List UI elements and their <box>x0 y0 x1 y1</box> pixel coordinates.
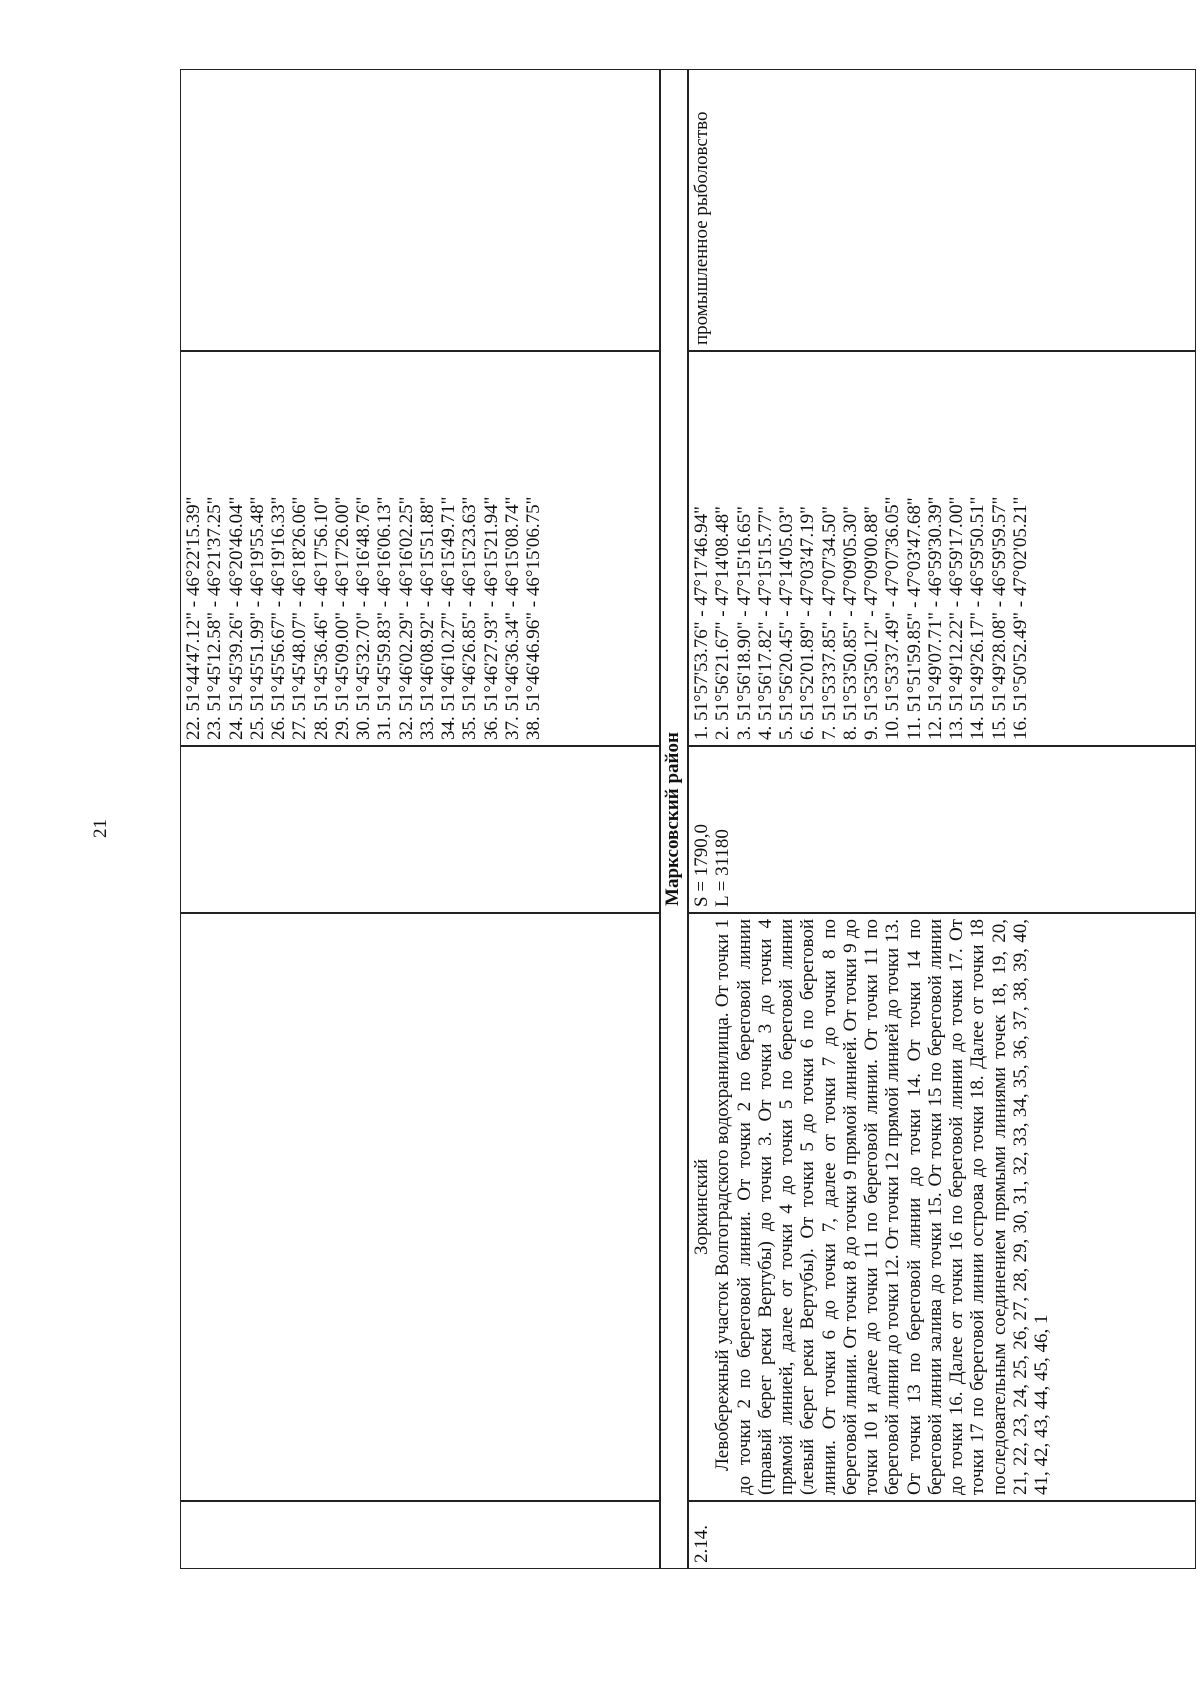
fishing-areas-table <box>180 69 1180 1569</box>
area-name: Зоркинский <box>691 1158 712 1256</box>
area-value: S = 1790,0 <box>691 823 712 907</box>
cell-number-empty <box>180 1501 660 1569</box>
coordinate-point: 14. 51°49'26.17" - 46°59'50.51" <box>967 496 989 740</box>
row-number: 2.14. <box>688 1501 1196 1569</box>
coordinate-point: 31. 51°45'59.83" - 46°16'06.13" <box>374 496 396 740</box>
coordinate-point: 11. 51°51'59.85" - 47°03'47.68" <box>903 497 925 740</box>
coordinate-point: 34. 51°46'10.27" - 46°15'49.71" <box>438 496 460 740</box>
coordinate-point: 12. 51°49'07.71" - 46°59'30.39" <box>924 496 946 740</box>
coordinate-point: 30. 51°45'32.70" - 46°16'48.76" <box>353 496 375 740</box>
coordinate-point: 6. 51°52'01.89" - 47°03'47.19" <box>797 506 819 740</box>
cell-description-empty <box>180 913 660 1501</box>
coordinate-point: 13. 51°49'12.22" - 46°59'17.00" <box>946 496 968 740</box>
coordinate-point: 15. 51°49'28.08" - 46°59'59.57" <box>988 496 1010 740</box>
coordinate-point: 27. 51°45'48.07" - 46°18'26.06" <box>289 496 311 740</box>
cell-coordinates <box>688 351 1196 746</box>
coordinate-point: 9. 51°53'50.12" - 47°09'00.88" <box>861 506 883 740</box>
area-description: Левобережный участок Волгоградского водохранилища. От точки 1 до точки 2 по береговой линии. От точки 2 по береговой линии (правый берег реки Вертубы) до точки 3. От точки 3 до точки 4 прямой линией, далее от точки 4 до точки 5 по береговой линии (левый берег реки Вертубы). От точки 5 до точки 6 по береговой линии. От точки 6 до точки 7, далее от точки 7 до точки 8 по береговой линии. От точки 8 до точки 9 прямой линией. От точки 9 до точки 10 и далее до точки 11 по береговой линии. От точки 11 по береговой линии до точки 12. От точки 12 прямой линией до точки 13. От точки 13 по береговой линии до точки 14. От точки 14 по береговой линии залива до точки 15. От точки 15 по береговой линии до точки 16. Далее от точки 16 по береговой линии до точки 17. От точки 17 по береговой линии острова до точки 18. Далее от точки 18 последовательным соединением прямыми линиями точек 18, 19, 20, 21, 22, 23, 24, 25, 26, 27, 28, 29, 30, 31, 32, 33, 34, 35, 36, 37, 38, 39, 40, 41, 42, 43, 44, 45, 46, 1 <box>712 919 1053 1495</box>
cell-coordinates <box>180 351 660 746</box>
cell-purpose-empty <box>180 69 660 351</box>
coordinate-point: 16. 51°50'52.49" - 47°02'05.21" <box>1009 496 1031 740</box>
coordinate-point: 26. 51°45'56.67" - 46°19'16.33" <box>268 496 290 740</box>
purpose-cell <box>688 69 1196 351</box>
coordinate-point: 28. 51°45'36.46" - 46°17'56.10" <box>310 496 332 740</box>
coordinate-point: 2. 51°56'21.67" - 47°14'08.48" <box>712 506 734 740</box>
coordinate-point: 1. 51°57'53.76" - 47°17'46.94" <box>691 506 712 740</box>
area-size-cell <box>688 746 1196 913</box>
table-row <box>688 69 1196 1569</box>
coordinate-point: 7. 51°53'37.85" - 47°07'34.50" <box>818 506 840 740</box>
purpose-text: промышленное рыболовство <box>691 111 712 345</box>
coordinate-point: 10. 51°53'37.49" - 47°07'36.05" <box>882 496 904 740</box>
coordinates-list <box>183 357 545 740</box>
coordinate-point: 32. 51°46'02.29" - 46°16'02.25" <box>395 496 417 740</box>
coordinate-point: 22. 51°44'47.12" - 46°22'15.39" <box>183 496 204 740</box>
coordinates-list <box>691 357 1031 740</box>
coordinate-point: 37. 51°46'36.34" - 46°15'08.74" <box>501 496 523 740</box>
coordinate-point: 5. 51°56'20.45" - 47°14'05.03" <box>776 506 798 740</box>
section-title: Марксовский район <box>660 69 688 1569</box>
coordinate-point: 3. 51°56'18.90" - 47°15'16.65" <box>733 506 755 740</box>
coordinate-point: 8. 51°53'50.85" - 47°09'05.30" <box>839 506 861 740</box>
area-description-cell <box>688 913 1196 1501</box>
section-row <box>660 69 688 1569</box>
table-row-previous <box>180 69 660 1569</box>
coordinate-point: 23. 51°45'12.58" - 46°21'37.25" <box>204 496 226 740</box>
coordinate-point: 33. 51°46'08.92" - 46°15'51.88" <box>416 496 438 740</box>
coordinate-point: 25. 51°45'51.99" - 46°19'55.48" <box>246 496 268 740</box>
coordinate-point: 35. 51°46'26.85" - 46°15'23.63" <box>459 496 481 740</box>
length-value: L = 31180 <box>712 829 734 907</box>
coordinate-point: 24. 51°45'39.26" - 46°20'46.04" <box>225 496 247 740</box>
page-number: 21 <box>90 819 111 838</box>
coordinate-point: 36. 51°46'27.93" - 46°15'21.94" <box>480 496 502 740</box>
coordinate-point: 4. 51°56'17.82" - 47°15'15.77" <box>754 506 776 740</box>
coordinate-point: 38. 51°46'46.96" - 46°15'06.75" <box>523 496 545 740</box>
cell-area-empty <box>180 746 660 913</box>
coordinate-point: 29. 51°45'09.00" - 46°17'26.00" <box>331 496 353 740</box>
